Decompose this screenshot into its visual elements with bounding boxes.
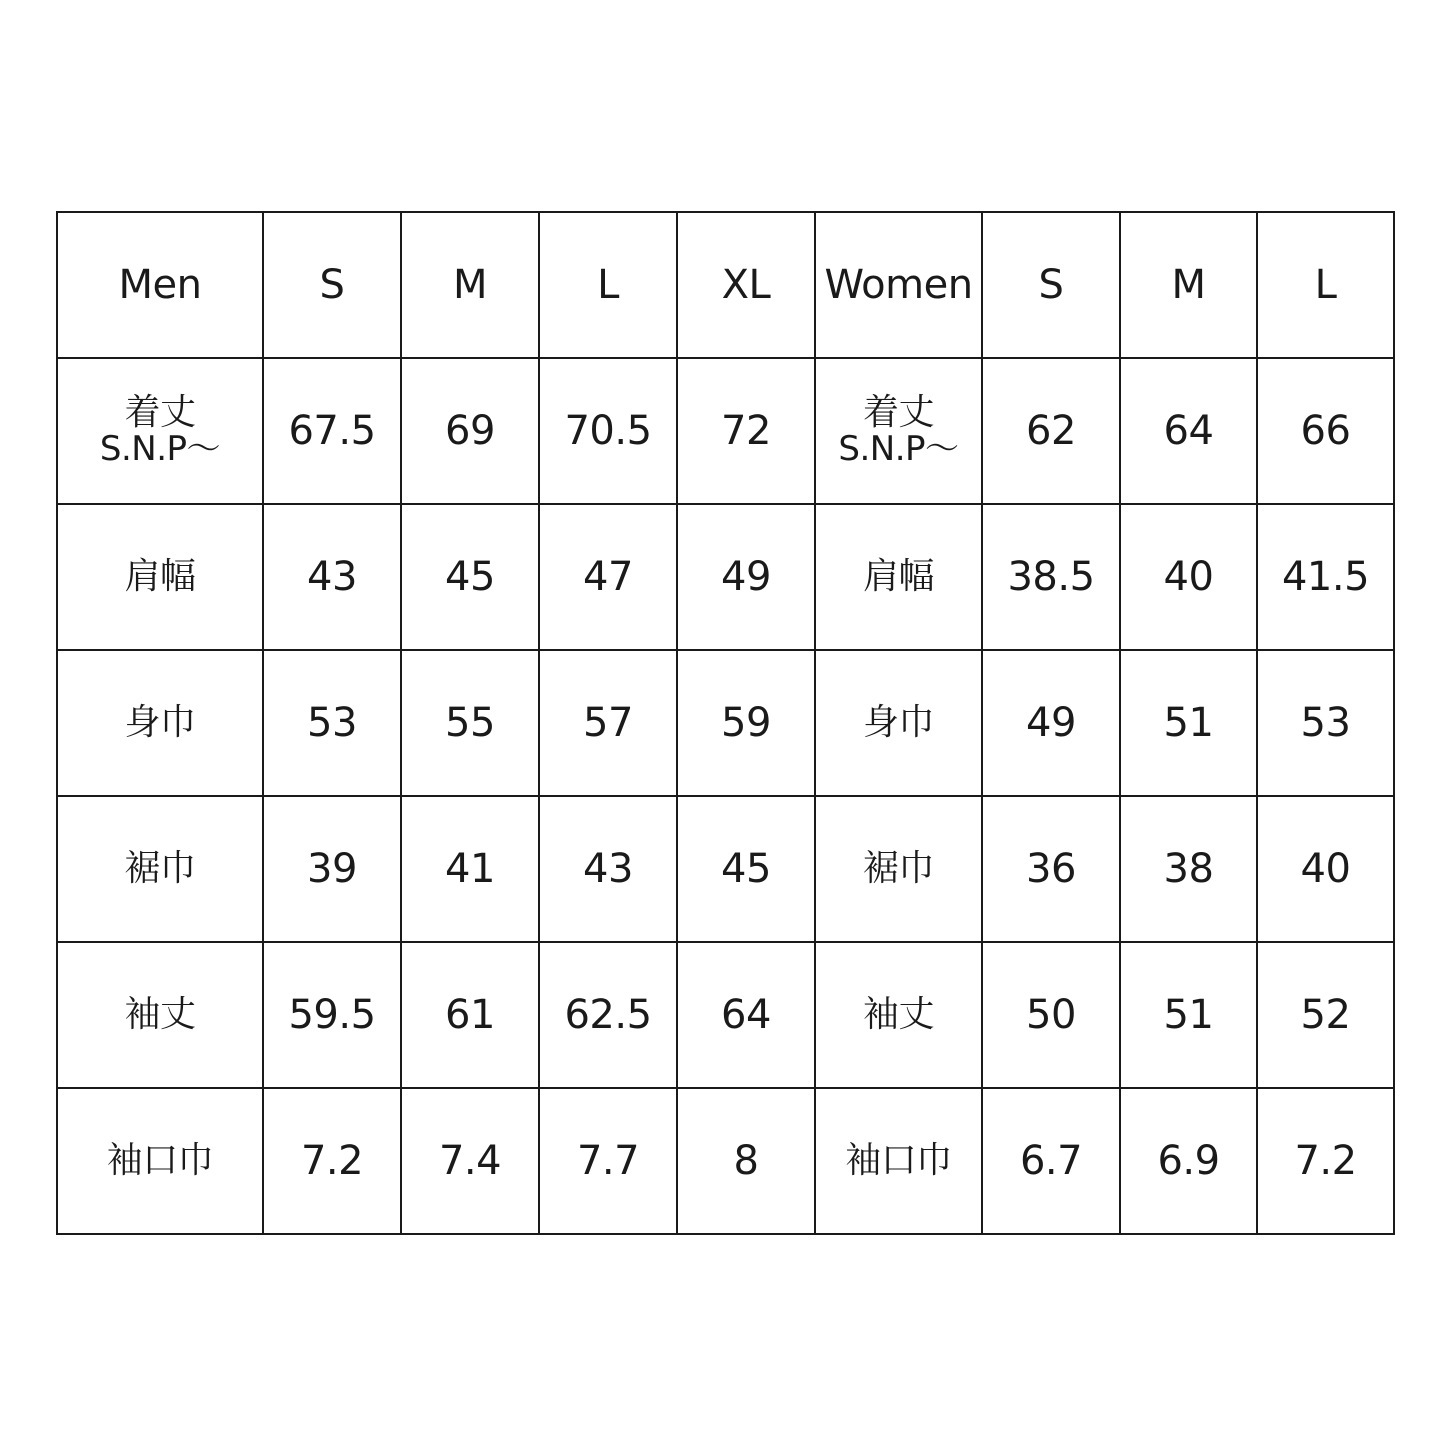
row-cuff-width (57, 1088, 1394, 1234)
women-value-cell: 51 (1120, 942, 1257, 1088)
men-value-cell: 61 (401, 942, 539, 1088)
row-hem-width (57, 796, 1394, 942)
men-value-cell: 7.4 (401, 1088, 539, 1234)
women-value-cell: 53 (1257, 650, 1394, 796)
men-value-cell: 41 (401, 796, 539, 942)
men-value-cell: 55 (401, 650, 539, 796)
women-value-cell: 64 (1120, 358, 1257, 504)
men-value-cell: 45 (401, 504, 539, 650)
women-value-cell: 66 (1257, 358, 1394, 504)
men-size-xl-header: XL (677, 212, 815, 358)
men-value-cell: 7.7 (539, 1088, 677, 1234)
women-size-l-header: L (1257, 212, 1394, 358)
header-row (57, 212, 1394, 358)
men-value-cell: 70.5 (539, 358, 677, 504)
women-value-cell: 62 (982, 358, 1120, 504)
men-value-cell: 43 (539, 796, 677, 942)
men-value-cell: 43 (263, 504, 401, 650)
men-row-label-shoulder-width: 肩幅 (57, 504, 263, 650)
women-header: Women (815, 212, 982, 358)
row-label-sub: S.N.P〜 (99, 429, 221, 470)
women-value-cell: 41.5 (1257, 504, 1394, 650)
women-value-cell: 40 (1120, 504, 1257, 650)
men-value-cell: 69 (401, 358, 539, 504)
men-value-cell: 39 (263, 796, 401, 942)
women-row-label-shoulder-width: 肩幅 (815, 504, 982, 650)
women-row-label-cuff-width: 袖口巾 (815, 1088, 982, 1234)
women-value-cell: 38 (1120, 796, 1257, 942)
row-body-width (57, 650, 1394, 796)
men-value-cell: 72 (677, 358, 815, 504)
women-value-cell: 36 (982, 796, 1120, 942)
size-chart-table (56, 211, 1395, 1235)
women-row-label-hem-width: 裾巾 (815, 796, 982, 942)
men-row-label-cuff-width: 袖口巾 (57, 1088, 263, 1234)
men-value-cell: 57 (539, 650, 677, 796)
row-shoulder-width (57, 504, 1394, 650)
women-row-label-body-length (815, 358, 982, 504)
men-value-cell: 7.2 (263, 1088, 401, 1234)
men-row-label-body-width: 身巾 (57, 650, 263, 796)
men-value-cell: 67.5 (263, 358, 401, 504)
men-value-cell: 62.5 (539, 942, 677, 1088)
men-value-cell: 45 (677, 796, 815, 942)
men-value-cell: 8 (677, 1088, 815, 1234)
men-size-l-header: L (539, 212, 677, 358)
row-body-length (57, 358, 1394, 504)
women-value-cell: 40 (1257, 796, 1394, 942)
men-header: Men (57, 212, 263, 358)
women-value-cell: 6.7 (982, 1088, 1120, 1234)
women-value-cell: 6.9 (1120, 1088, 1257, 1234)
women-row-label-body-width: 身巾 (815, 650, 982, 796)
women-value-cell: 7.2 (1257, 1088, 1394, 1234)
women-value-cell: 51 (1120, 650, 1257, 796)
row-label-main: 着丈 (124, 392, 196, 434)
row-sleeve-length (57, 942, 1394, 1088)
men-value-cell: 53 (263, 650, 401, 796)
men-value-cell: 59.5 (263, 942, 401, 1088)
men-value-cell: 47 (539, 504, 677, 650)
men-value-cell: 59 (677, 650, 815, 796)
men-row-label-hem-width: 裾巾 (57, 796, 263, 942)
row-label-main: 着丈 (862, 392, 934, 434)
row-label-sub: S.N.P〜 (838, 429, 959, 470)
women-value-cell: 52 (1257, 942, 1394, 1088)
women-row-label-sleeve-length: 袖丈 (815, 942, 982, 1088)
men-row-label-body-length (57, 358, 263, 504)
men-value-cell: 49 (677, 504, 815, 650)
women-value-cell: 49 (982, 650, 1120, 796)
men-size-s-header: S (263, 212, 401, 358)
men-value-cell: 64 (677, 942, 815, 1088)
men-row-label-sleeve-length: 袖丈 (57, 942, 263, 1088)
women-value-cell: 50 (982, 942, 1120, 1088)
men-size-m-header: M (401, 212, 539, 358)
women-value-cell: 38.5 (982, 504, 1120, 650)
women-size-m-header: M (1120, 212, 1257, 358)
women-size-s-header: S (982, 212, 1120, 358)
